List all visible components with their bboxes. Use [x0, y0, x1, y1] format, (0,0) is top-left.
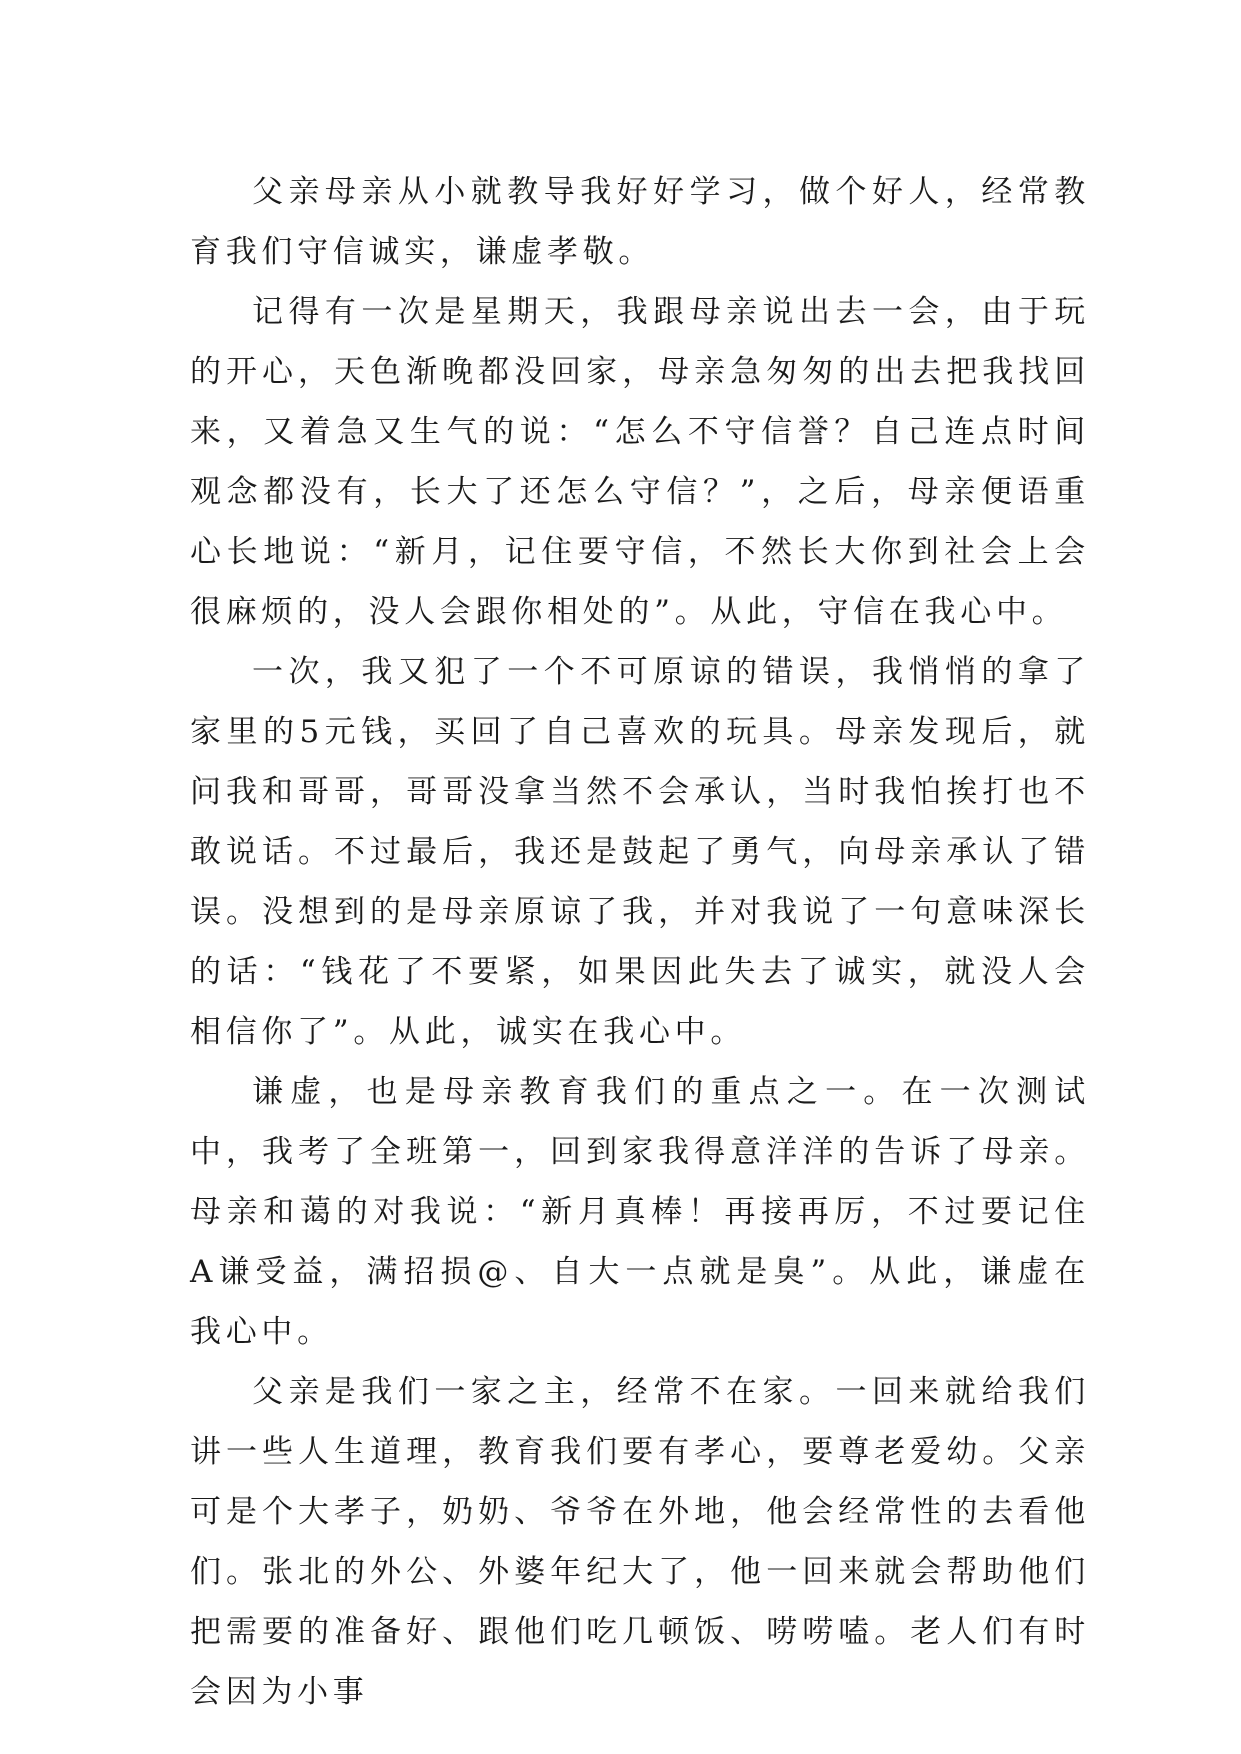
paragraph-filial-piety: 父亲是我们一家之主，经常不在家。一回来就给我们讲一些人生道理，教育我们要有孝心，要尊老爱幼。父亲可是个大孝子，奶奶、爷爷在外地，他会经常性的去看他们。张北的外公、外婆年纪大了，他一回来就会帮助他们把需要的准备好、跟他们吃几顿饭、唠唠嗑。老人们有时会因为小事	[190, 1374, 1090, 1710]
document-body	[190, 162, 1090, 1722]
paragraph-keeping-promises: 记得有一次是星期天，我跟母亲说出去一会，由于玩的开心，天色渐晚都没回家，母亲急匆匆的出去把我找回来，又着急又生气的说：“怎么不守信誉？自己连点时间观念都没有，长大了还怎么守信？”，之后，母亲便语重心长地说：“新月，记住要守信，不然长大你到社会上会很麻烦的，没人会跟你相处的”。从此，守信在我心中。	[190, 294, 1090, 630]
paragraph-honesty: 一次，我又犯了一个不可原谅的错误，我悄悄的拿了家里的5元钱，买回了自己喜欢的玩具。母亲发现后，就问我和哥哥，哥哥没拿当然不会承认，当时我怕挨打也不敢说话。不过最后，我还是鼓起了勇气，向母亲承认了错误。没想到的是母亲原谅了我，并对我说了一句意味深长的话：“钱花了不要紧，如果因此失去了诚实，就没人会相信你了”。从此，诚实在我心中。	[190, 654, 1090, 1050]
paragraph-upbringing: 父亲母亲从小就教导我好好学习，做个好人，经常教育我们守信诚实，谦虚孝敬。	[190, 174, 1090, 270]
paragraph-modesty: 谦虚，也是母亲教育我们的重点之一。在一次测试中，我考了全班第一，回到家我得意洋洋的告诉了母亲。母亲和蔼的对我说：“新月真棒！再接再厉，不过要记住A谦受益，满招损@、自大一点就是臭”。从此，谦虚在我心中。	[190, 1074, 1090, 1350]
